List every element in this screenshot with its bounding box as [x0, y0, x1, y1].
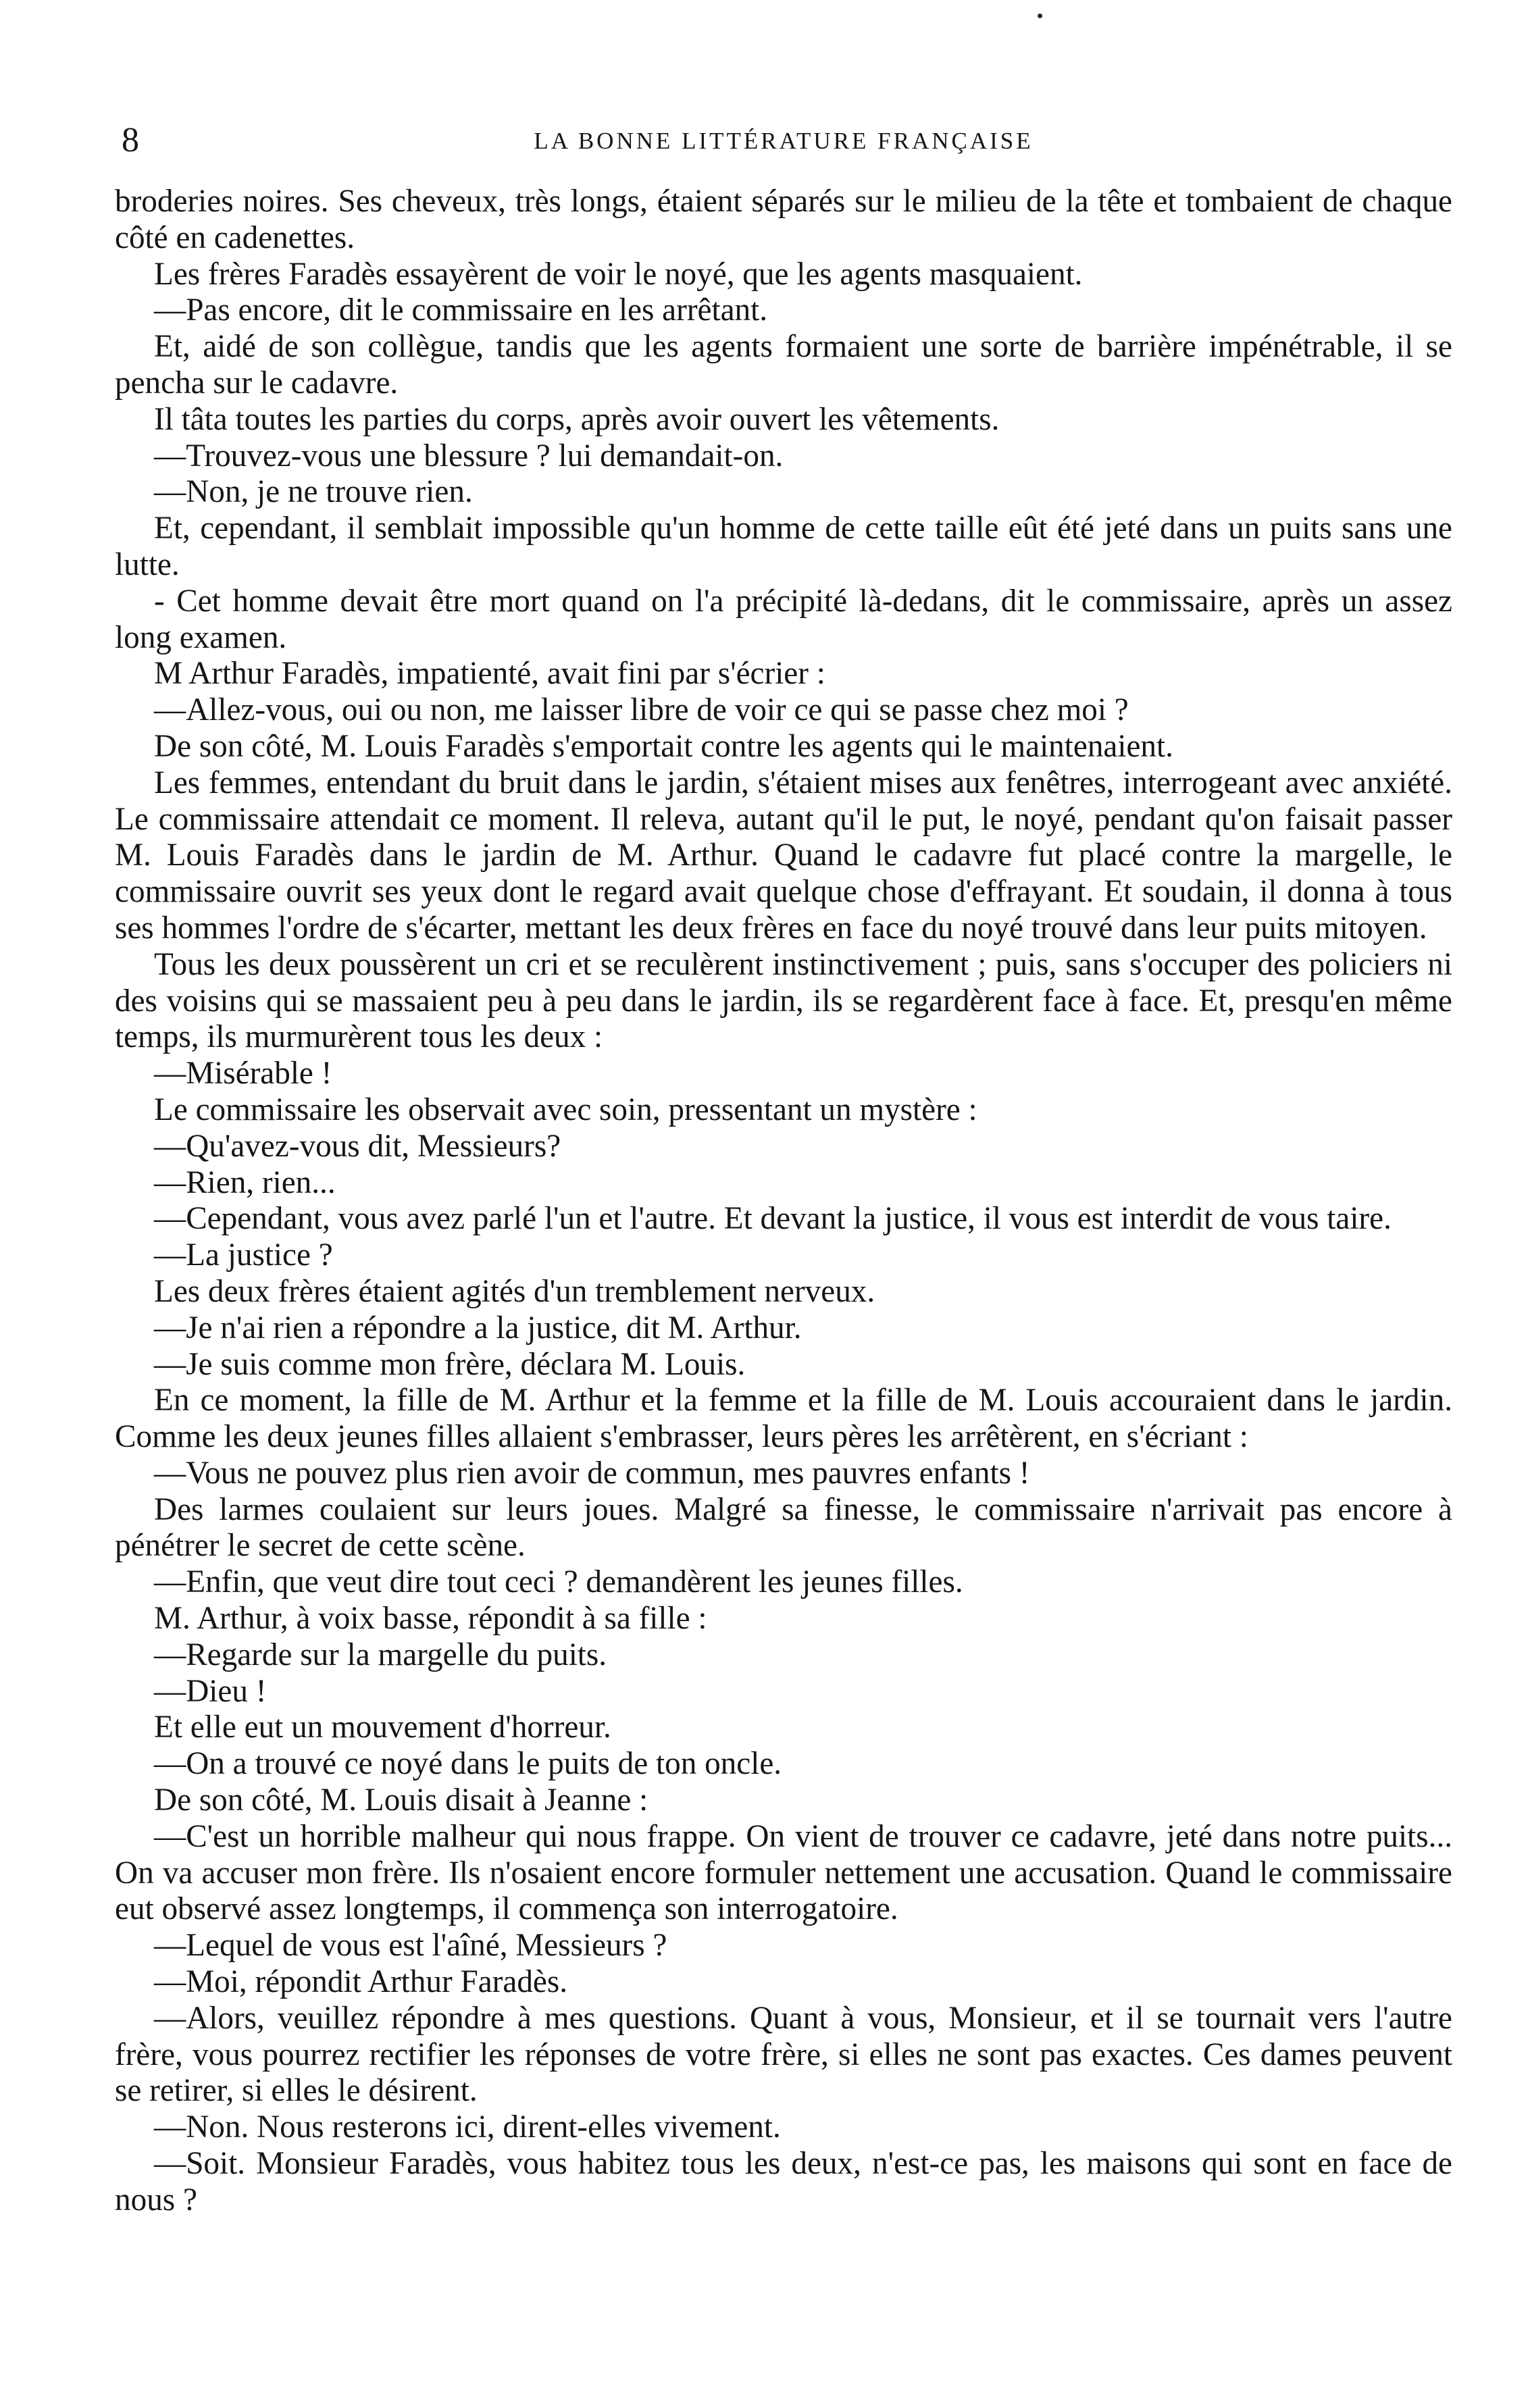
paragraph: M. Arthur, à voix basse, répondit à sa fille :: [154, 1601, 707, 1637]
paragraph: En ce moment, la fille de M. Arthur et la femme et la fille de M. Louis accouraient dans le jardin. Comme les deux jeunes filles allaient s'embrasser, leurs pères les arrêtèrent, en s'écriant :: [115, 1383, 1452, 1455]
paragraph: —Regarde sur la margelle du puits.: [154, 1637, 607, 1672]
paragraph: Il tâta toutes les parties du corps, après avoir ouvert les vêtements.: [154, 401, 1000, 437]
paragraph: —Allez-vous, oui ou non, me laisser libre de voir ce qui se passe chez moi ?: [154, 692, 1129, 728]
paragraph: —Non. Nous resterons ici, dirent-elles vivement.: [154, 2109, 781, 2145]
paragraph: M Arthur Faradès, impatienté, avait fini par s'écrier :: [154, 656, 825, 692]
paragraph: Et elle eut un mouvement d'horreur.: [154, 1710, 611, 1745]
paragraph: —Pas encore, dit le commissaire en les arrêtant.: [154, 292, 768, 328]
paragraph: —Soit. Monsieur Faradès, vous habitez tous les deux, n'est-ce pas, les maisons qui sont en face de nous ?: [115, 2146, 1452, 2218]
paragraph: Tous les deux poussèrent un cri et se reculèrent instinctivement ; puis, sans s'occuper des policiers ni des voisins qui se massaient peu à peu dans le jardin, ils se regardèrent face à face. Et, presqu'en même temps, ils murmurèrent tous les deux :: [115, 946, 1452, 1055]
body-text: [115, 184, 1452, 2219]
paragraph: —Lequel de vous est l'aîné, Messieurs ?: [154, 1928, 667, 1964]
paragraph: —Qu'avez-vous dit, Messieurs?: [154, 1128, 561, 1164]
running-title: LA BONNE LITTÉRATURE FRANÇAISE: [534, 128, 1034, 154]
print-speck: [1038, 14, 1042, 18]
page-number: 8: [122, 121, 139, 159]
paragraph: Les frères Faradès essayèrent de voir le noyé, que les agents masquaient.: [154, 256, 1083, 292]
paragraph: —Cependant, vous avez parlé l'un et l'autre. Et devant la justice, il vous est interdit de vous taire.: [154, 1201, 1392, 1237]
paragraph: Le commissaire les observait avec soin, pressentant un mystère :: [154, 1092, 977, 1127]
paragraph: —Rien, rien...: [154, 1164, 336, 1200]
paragraph: —Je suis comme mon frère, déclara M. Louis.: [154, 1346, 746, 1382]
paragraph: broderies noires. Ses cheveux, très longs, étaient séparés sur le milieu de la tête et tombaient de chaque côté en cadenettes.: [115, 184, 1452, 255]
paragraph: De son côté, M. Louis disait à Jeanne :: [154, 1783, 648, 1818]
paragraph: —La justice ?: [154, 1237, 333, 1273]
paragraph: —Trouvez-vous une blessure ? lui demandait-on.: [154, 438, 784, 473]
paragraph: —Vous ne pouvez plus rien avoir de commun, mes pauvres enfants !: [154, 1455, 1030, 1491]
paragraph: —Misérable !: [154, 1056, 332, 1092]
paragraph: —C'est un horrible malheur qui nous frappe. On vient de trouver ce cadavre, jeté dans notre puits... On va accuser mon frère. Ils n'osaient encore formuler nettement une accusation. Quand le commissaire eut observé assez longtemps, il commença son interrogatoire.: [115, 1818, 1452, 1927]
paragraph: —Moi, répondit Arthur Faradès.: [154, 1964, 568, 2000]
paragraph: —Enfin, que veut dire tout ceci ? demandèrent les jeunes filles.: [154, 1564, 963, 1600]
paragraph: - Cet homme devait être mort quand on l'a précipité là-dedans, dit le commissaire, après un assez long examen.: [115, 583, 1452, 655]
paragraph: —Dieu !: [154, 1673, 267, 1709]
paragraph: —Alors, veuillez répondre à mes questions. Quant à vous, Monsieur, et il se tournait vers l'autre frère, vous pourrez rectifier les réponses de votre frère, si elles ne sont pas exactes. Ces dames peuvent se retirer, si elles le désirent.: [115, 2000, 1452, 2109]
paragraph: De son côté, M. Louis Faradès s'emportait contre les agents qui le maintenaient.: [154, 728, 1173, 764]
paragraph: —Je n'ai rien a répondre a la justice, dit M. Arthur.: [154, 1310, 802, 1346]
paragraph: Et, cependant, il semblait impossible qu'un homme de cette taille eût été jeté dans un puits sans une lutte.: [115, 511, 1452, 582]
paragraph: —Non, je ne trouve rien.: [154, 474, 473, 510]
paragraph: Et, aidé de son collègue, tandis que les agents formaient une sorte de barrière impénétrable, il se pencha sur le cadavre.: [115, 329, 1452, 401]
page-header: [115, 120, 1452, 168]
paragraph: Les deux frères étaient agités d'un tremblement nerveux.: [154, 1273, 875, 1309]
paragraph: —On a trouvé ce noyé dans le puits de ton oncle.: [154, 1746, 782, 1782]
paragraph: Les femmes, entendant du bruit dans le jardin, s'étaient mises aux fenêtres, interrogeant avec anxiété. Le commissaire attendait ce moment. Il releva, autant qu'il le put, le noyé, pendant qu'on faisait passer M. Louis Faradès dans le jardin de M. Arthur. Quand le cadavre fut placé contre la margelle, le commissaire ouvrit ses yeux dont le regard avait quelque chose d'effrayant. Et soudain, il donna à tous ses hommes l'ordre de s'écarter, mettant les deux frères en face du noyé trouvé dans leur puits mitoyen.: [115, 765, 1452, 946]
paragraph: Des larmes coulaient sur leurs joues. Malgré sa finesse, le commissaire n'arrivait pas encore à pénétrer le secret de cette scène.: [115, 1491, 1452, 1564]
